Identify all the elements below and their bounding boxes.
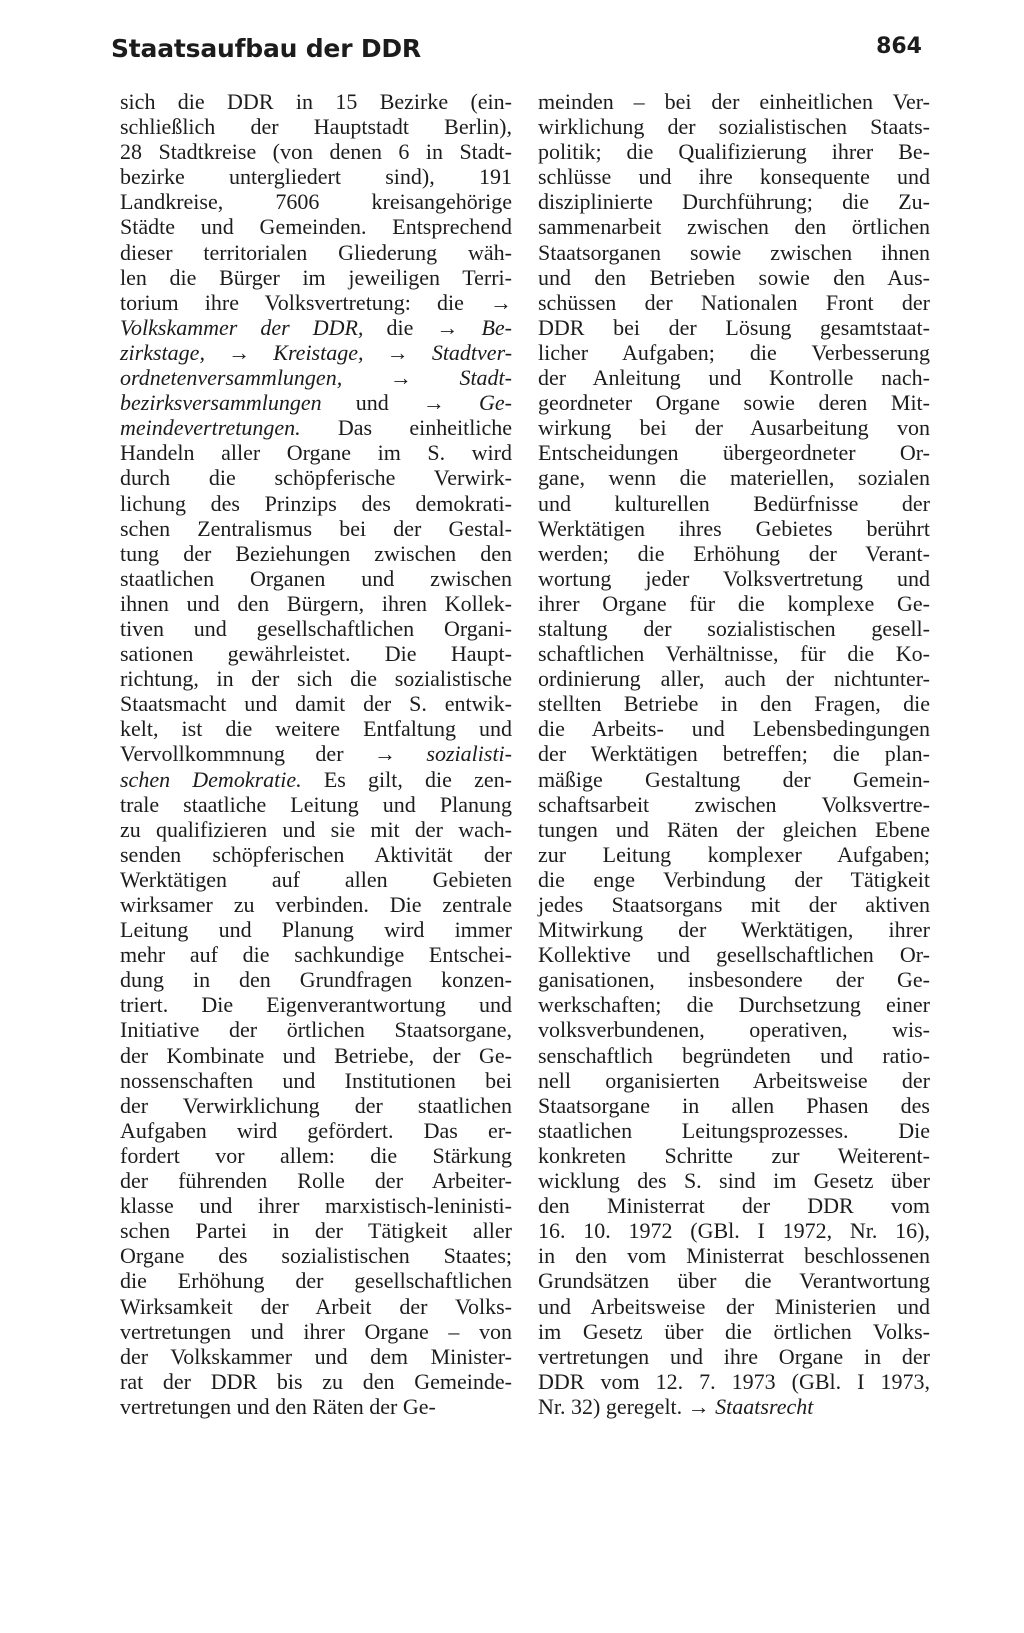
text-run: richtung, in der sich die sozialistische (120, 666, 512, 692)
text-run: wirklichung der sozialistischen Staats- (538, 114, 930, 140)
text-run: der führenden Rolle der Arbeiter- (120, 1168, 512, 1194)
cross-reference-term: sozialisti- (426, 741, 512, 767)
cross-reference-term: Stadt- (459, 365, 512, 391)
text-run: Initiative der örtlichen Staatsorgane, (120, 1017, 512, 1043)
text-line (120, 842, 512, 867)
text-line (538, 917, 930, 942)
text-run: Organe des sozialistischen Staates; (120, 1243, 512, 1269)
text-run: Staatsorganen sowie zwischen ihnen (538, 239, 930, 265)
text-run: klasse und ihrer marxistisch-leninisti- (120, 1193, 512, 1219)
text-run: → (363, 339, 432, 365)
text-run: len die Bürger im jeweiligen Terri- (120, 264, 512, 290)
text-line (120, 189, 512, 214)
cross-reference-term: Ge- (479, 390, 512, 416)
text-line (120, 1068, 512, 1093)
text-run: Handeln aller Organe im S. wird (120, 440, 512, 466)
text-line (538, 415, 930, 440)
text-line (538, 867, 930, 892)
text-line (120, 1093, 512, 1118)
text-line (538, 114, 930, 139)
text-run: wortung jeder Volksvertretung und (538, 565, 930, 591)
text-run: triert. Die Eigenverantwortung und (120, 992, 512, 1018)
text-line (120, 1143, 512, 1168)
text-line (120, 892, 512, 917)
text-line (120, 867, 512, 892)
text-line (120, 365, 512, 390)
text-run: tung der Beziehungen zwischen den (120, 540, 512, 566)
text-run: der Verwirklichung der staatlichen (120, 1092, 512, 1118)
text-line (538, 340, 930, 365)
text-line (120, 641, 512, 666)
text-line (538, 566, 930, 591)
text-line (120, 817, 512, 842)
text-run: gane, wenn die materiellen, sozialen (538, 465, 930, 491)
text-run: konkreten Schritte zur Weiterent- (538, 1142, 930, 1168)
text-line (120, 942, 512, 967)
text-run: staltung der sozialistischen gesell- (538, 615, 930, 641)
text-run: torium ihre Volksvertretung: die → (120, 289, 512, 315)
text-run: volksverbundenen, operativen, wis- (538, 1017, 930, 1043)
text-run: lichung des Prinzips des demokrati- (120, 490, 512, 516)
text-line (538, 1294, 930, 1319)
text-run: ganisationen, insbesondere der Ge- (538, 967, 930, 993)
text-line (120, 114, 512, 139)
text-line (120, 315, 512, 340)
text-line (120, 1369, 512, 1394)
text-line (120, 465, 512, 490)
text-line (538, 1143, 930, 1168)
text-run: vertretungen und den Räten der Ge- (120, 1393, 436, 1419)
cross-reference-term: Volkskammer der DDR, (120, 314, 364, 340)
text-run: sich die DDR in 15 Bezirke (ein- (120, 89, 512, 114)
text-line (538, 315, 930, 340)
text-run: schüssen der Nationalen Front der (538, 289, 930, 315)
text-run: DDR vom 12. 7. 1973 (GBl. I 1973, (538, 1368, 930, 1394)
text-run: trale staatliche Leitung und Planung (120, 791, 512, 817)
text-run: bezirke untergliedert sind), 191 (120, 164, 512, 190)
text-line (538, 1168, 930, 1193)
text-line (538, 1193, 930, 1218)
text-line (120, 1319, 512, 1344)
text-run: tiven und gesellschaftlichen Organi- (120, 615, 512, 641)
cross-reference-term: zirkstage, (120, 339, 205, 365)
text-line (538, 666, 930, 691)
text-line (538, 541, 930, 566)
text-line (538, 465, 930, 490)
text-run: nell organisierten Arbeitsweise der (538, 1067, 930, 1093)
text-run: Vervollkommnung der → (120, 741, 427, 767)
text-line (538, 1068, 930, 1093)
text-line (120, 164, 512, 189)
text-line (538, 89, 930, 114)
text-line (120, 516, 512, 541)
text-run: der Volkskammer und dem Minister- (120, 1343, 512, 1369)
text-run: der Anleitung und Kontrolle nach- (538, 365, 930, 391)
text-line (120, 566, 512, 591)
text-line (538, 491, 930, 516)
running-title: Staatsaufbau der DDR (111, 34, 421, 63)
text-run: Werktätigen auf allen Gebieten (120, 866, 512, 892)
text-line (538, 1243, 930, 1268)
text-line (538, 967, 930, 992)
text-run: sationen gewährleistet. Die Haupt- (120, 641, 512, 667)
text-line (120, 240, 512, 265)
text-line (120, 767, 512, 792)
text-line (120, 716, 512, 741)
cross-reference-term: Stadtver- (431, 339, 513, 365)
text-run: kelt, ist die weitere Entfaltung und (120, 716, 512, 742)
text-run: Mitwirkung der Werktätigen, ihrer (538, 917, 930, 943)
text-line (538, 365, 930, 390)
text-run: senden schöpferischen Aktivität der (120, 841, 512, 867)
text-line (120, 491, 512, 516)
text-run: DDR bei der Lösung gesamtstaat- (538, 314, 930, 340)
text-run: Es gilt, die zen- (301, 766, 512, 792)
text-line (120, 290, 512, 315)
text-line (120, 1294, 512, 1319)
text-line (538, 616, 930, 641)
text-run: sammenarbeit zwischen den örtlichen (538, 214, 930, 240)
text-line (538, 1394, 930, 1419)
text-run: wirksamer zu verbinden. Die zentrale (120, 892, 512, 917)
text-run: Leitung und Planung wird immer (120, 917, 512, 943)
text-run: durch die schöpferische Verwirk- (120, 465, 512, 491)
text-run: vertretungen und ihre Organe in der (538, 1343, 930, 1369)
text-line (538, 1268, 930, 1293)
text-line (120, 214, 512, 239)
right-text-column (538, 89, 930, 1419)
text-run: und Arbeitsweise der Ministerien und (538, 1293, 930, 1319)
text-run: Grundsätzen über die Verantwortung (538, 1268, 930, 1294)
text-line (538, 265, 930, 290)
text-line (538, 892, 930, 917)
text-line (538, 516, 930, 541)
text-run: tungen und Räten der gleichen Ebene (538, 816, 930, 842)
text-run: ordinierung aller, auch der nichtunter- (538, 666, 930, 692)
text-line (120, 265, 512, 290)
text-line (120, 89, 512, 114)
text-line (538, 1319, 930, 1344)
text-run: die Erhöhung der gesellschaftlichen (120, 1268, 512, 1294)
text-run: staatlichen Leitungsprozesses. Die (538, 1117, 930, 1143)
cross-reference-term: schen Demokratie. (120, 766, 302, 792)
text-run: dung in den Grundfragen konzen- (120, 967, 512, 993)
text-run: → (204, 339, 274, 365)
running-head (111, 34, 922, 74)
text-line (538, 942, 930, 967)
text-run: der Kombinate und Betriebe, der Ge- (120, 1042, 512, 1068)
text-run: licher Aufgaben; die Verbesserung (538, 339, 930, 365)
text-run: schaftlichen Verhältnisse, für die Ko- (538, 641, 930, 667)
text-run: Städte und Gemeinden. Entsprechend (120, 214, 512, 240)
text-run: die Arbeits- und Lebensbedingungen (538, 716, 930, 742)
text-line (538, 1344, 930, 1369)
text-run: mäßige Gestaltung der Gemein- (538, 766, 930, 792)
text-run: und kulturellen Bedürfnisse der (538, 490, 930, 516)
text-line (538, 842, 930, 867)
text-line (120, 666, 512, 691)
cross-reference-term: meindevertretungen. (120, 415, 301, 441)
text-run: ihnen und den Bürgern, ihren Kollek- (120, 590, 512, 616)
text-line (120, 340, 512, 365)
text-run: und → (321, 390, 480, 416)
text-line (120, 992, 512, 1017)
text-run: die → (363, 314, 482, 340)
text-line (538, 240, 930, 265)
text-line (538, 1043, 930, 1068)
text-line (538, 290, 930, 315)
text-run: wicklung des S. sind im Gesetz über (538, 1168, 930, 1194)
text-run: werden; die Erhöhung der Verant- (538, 540, 930, 566)
text-run: Landkreise, 7606 kreisangehörige (120, 189, 512, 215)
text-run: Werktätigen ihres Gebietes berührt (538, 515, 930, 541)
text-run: Wirksamkeit der Arbeit der Volks- (120, 1293, 512, 1319)
text-line (538, 1369, 930, 1394)
text-run: Staatsorgane in allen Phasen des (538, 1092, 930, 1118)
cross-reference-term: bezirksversammlungen (120, 390, 322, 416)
text-line (120, 1168, 512, 1193)
text-run: 28 Stadtkreise (von denen 6 in Stadt- (120, 139, 512, 165)
text-line (538, 139, 930, 164)
text-line (120, 741, 512, 766)
text-run: fordert vor allem: die Stärkung (120, 1142, 512, 1168)
text-line (538, 591, 930, 616)
text-run: im Gesetz über die örtlichen Volks- (538, 1318, 930, 1344)
text-run: in den vom Ministerrat beschlossenen (538, 1243, 930, 1269)
cross-reference-term: Kreistage, (273, 339, 364, 365)
text-line (120, 591, 512, 616)
text-run: meinden – bei der einheitlichen Ver- (538, 89, 930, 114)
text-line (538, 1093, 930, 1118)
text-run: werkschaften; die Durchsetzung einer (538, 992, 930, 1018)
text-line (538, 1218, 930, 1243)
text-line (538, 164, 930, 189)
text-line (120, 1218, 512, 1243)
text-line (120, 1268, 512, 1293)
text-run: Kollektive und gesellschaftlichen Or- (538, 942, 930, 968)
text-run: die enge Verbindung der Tätigkeit (538, 866, 930, 892)
text-run: Nr. 32) geregelt. → (538, 1393, 716, 1419)
cross-reference-term: Be- (481, 314, 512, 340)
text-line (538, 767, 930, 792)
text-line (538, 691, 930, 716)
text-line (120, 1017, 512, 1042)
left-text-column (120, 89, 512, 1419)
page-number: 864 (876, 34, 922, 59)
text-line (538, 817, 930, 842)
text-line (120, 1243, 512, 1268)
text-run: der Werktätigen betreffen; die plan- (538, 741, 930, 767)
text-run: den Ministerrat der DDR vom (538, 1193, 930, 1219)
text-line (120, 415, 512, 440)
text-line (538, 1017, 930, 1042)
text-run: zur Leitung komplexer Aufgaben; (538, 841, 930, 867)
text-line (120, 1043, 512, 1068)
text-line (538, 440, 930, 465)
text-run: Staatsmacht und damit der S. entwik- (120, 691, 512, 717)
text-line (120, 1344, 512, 1369)
text-line (120, 691, 512, 716)
text-run: schließlich der Hauptstadt Berlin), (120, 114, 512, 140)
text-run: zu qualifizieren und sie mit der wach- (120, 816, 512, 842)
text-line (120, 139, 512, 164)
text-line (120, 1394, 512, 1419)
text-line (538, 716, 930, 741)
text-run: stellten Betriebe in den Fragen, die (538, 691, 930, 717)
text-line (120, 1118, 512, 1143)
text-run: ihrer Organe für die komplexe Ge- (538, 590, 930, 616)
text-line (120, 967, 512, 992)
text-line (120, 390, 512, 415)
text-line (120, 917, 512, 942)
text-run: schlüsse und ihre konsequente und (538, 164, 930, 190)
text-run: Entscheidungen übergeordneter Or- (538, 440, 930, 466)
text-line (538, 214, 930, 239)
text-run: geordneter Organe sowie deren Mit- (538, 390, 930, 416)
text-run: senschaftlich begründeten und ratio- (538, 1042, 930, 1068)
text-line (538, 792, 930, 817)
text-run: dieser territorialen Gliederung wäh- (120, 239, 512, 265)
text-line (120, 440, 512, 465)
text-line (120, 792, 512, 817)
text-line (120, 1193, 512, 1218)
cross-reference-term: ordnetenversammlungen, (120, 365, 343, 391)
text-run: vertretungen und ihrer Organe – von (120, 1318, 512, 1344)
text-run: politik; die Qualifizierung ihrer Be- (538, 139, 930, 165)
text-run: staatlichen Organen und zwischen (120, 565, 512, 591)
text-run: disziplinierte Durchführung; die Zu- (538, 189, 930, 215)
text-line (538, 741, 930, 766)
text-run: rat der DDR bis zu den Gemeinde- (120, 1368, 512, 1394)
text-run: wirkung bei der Ausarbeitung von (538, 415, 930, 441)
text-line (538, 641, 930, 666)
text-line (120, 616, 512, 641)
text-run: nossenschaften und Institutionen bei (120, 1067, 512, 1093)
text-run: → (342, 365, 460, 391)
text-run: schen Zentralismus bei der Gestal- (120, 515, 512, 541)
text-line (538, 390, 930, 415)
text-run: mehr auf die sachkundige Entschei- (120, 942, 512, 968)
text-run: schen Partei in der Tätigkeit aller (120, 1218, 512, 1244)
text-run: jedes Staatsorgans mit der aktiven (538, 892, 930, 917)
text-line (538, 992, 930, 1017)
text-line (120, 541, 512, 566)
text-run: 16. 10. 1972 (GBl. I 1972, Nr. 16), (538, 1218, 930, 1244)
cross-reference-term: Staatsrecht (715, 1393, 814, 1419)
text-line (538, 1118, 930, 1143)
text-run: und den Betrieben sowie den Aus- (538, 264, 930, 290)
text-run: Das einheitliche (300, 415, 512, 441)
text-run: schaftsarbeit zwischen Volksvertre- (538, 791, 930, 817)
text-line (538, 189, 930, 214)
text-run: Aufgaben wird gefördert. Das er- (120, 1117, 512, 1143)
